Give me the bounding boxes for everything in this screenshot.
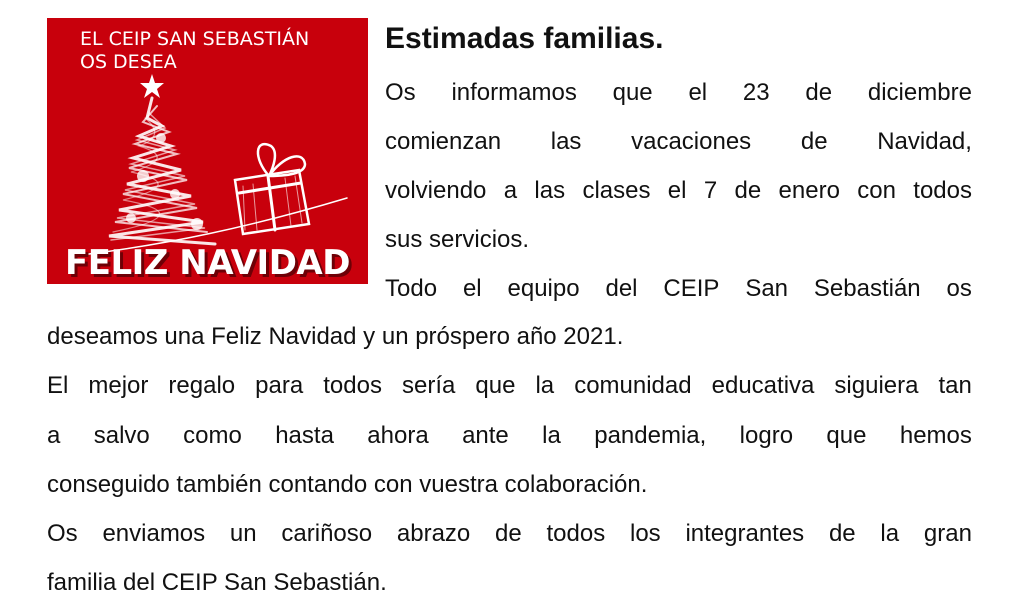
word: Todo (385, 275, 438, 302)
word: el (667, 177, 687, 204)
paragraph-line (385, 274, 972, 304)
word: que (612, 79, 653, 106)
paragraph-line: conseguido también contando con vuestra colaboración. (47, 471, 648, 498)
word: la (542, 422, 561, 449)
word: la (880, 520, 900, 547)
word: que (475, 372, 516, 399)
word: que (826, 422, 867, 449)
word: Navidad, (877, 128, 972, 155)
christmas-card-image (47, 18, 368, 284)
word: San (745, 275, 789, 302)
word: os (946, 275, 972, 302)
word: para (255, 372, 304, 399)
word: gran (923, 520, 972, 547)
paragraph-line: deseamos una Feliz Navidad y un próspero año 2021. (47, 323, 624, 350)
word: 23 (742, 79, 770, 106)
word: abrazo (396, 520, 471, 547)
word: a (47, 422, 61, 449)
word: de (734, 177, 762, 204)
word: salvo (93, 422, 150, 449)
word: regalo (168, 372, 236, 399)
word: todos (323, 372, 382, 399)
word: a (503, 177, 518, 204)
word: tan (938, 372, 972, 399)
paragraph-line (47, 519, 972, 549)
word: las (550, 128, 582, 155)
word: equipo (507, 275, 580, 302)
star-icon (140, 74, 164, 98)
word: un (229, 520, 257, 547)
word: todos (546, 520, 606, 547)
word: del (605, 275, 638, 302)
word: informamos (451, 79, 577, 106)
word: el (688, 79, 708, 106)
word: Os (47, 520, 78, 547)
word: los (629, 520, 661, 547)
paragraph-line (47, 371, 972, 401)
word: Sebastián (813, 275, 921, 302)
word: ante (462, 422, 509, 449)
word: Os (385, 79, 416, 106)
word: la (535, 372, 555, 399)
word: 7 (703, 177, 718, 204)
word: siguiera (834, 372, 919, 399)
heading: Estimadas familias. (385, 22, 664, 55)
word: de (495, 520, 522, 547)
word: las (534, 177, 566, 204)
word: cariñoso (281, 520, 373, 547)
word: el (462, 275, 482, 302)
word: logro (739, 422, 794, 449)
word: volviendo (385, 177, 487, 204)
word: CEIP (663, 275, 720, 302)
word: enero (778, 177, 840, 204)
paragraph-line (385, 176, 972, 206)
word: todos (913, 177, 972, 204)
word: diciembre (867, 79, 972, 106)
word: como (183, 422, 242, 449)
word: comienzan (385, 128, 502, 155)
gift-icon (235, 144, 309, 234)
word: sería (402, 372, 456, 399)
word: educativa (711, 372, 815, 399)
paragraph-line (385, 78, 972, 108)
word: hasta (275, 422, 334, 449)
word: integrantes (685, 520, 805, 547)
paragraph-line (47, 421, 972, 451)
word: clases (582, 177, 651, 204)
paragraph-line: sus servicios. (385, 226, 530, 253)
word: pandemia, (594, 422, 707, 449)
paragraph-line (385, 127, 972, 157)
word: con (857, 177, 896, 204)
word: vacaciones (631, 128, 752, 155)
word: enviamos (102, 520, 206, 547)
word: El (47, 372, 69, 399)
word: comunidad (574, 372, 692, 399)
word: de (828, 520, 856, 547)
paragraph-line: familia del CEIP San Sebastián. (47, 569, 387, 596)
word: hemos (899, 422, 972, 449)
card-greeting-text: EL CEIP SAN SEBASTIÁN OS DESEA (80, 28, 310, 73)
word: ahora (367, 422, 429, 449)
word: mejor (88, 372, 149, 399)
card-title: FELIZ NAVIDAD (65, 243, 350, 283)
word: de (805, 79, 833, 106)
word: de (800, 128, 828, 155)
